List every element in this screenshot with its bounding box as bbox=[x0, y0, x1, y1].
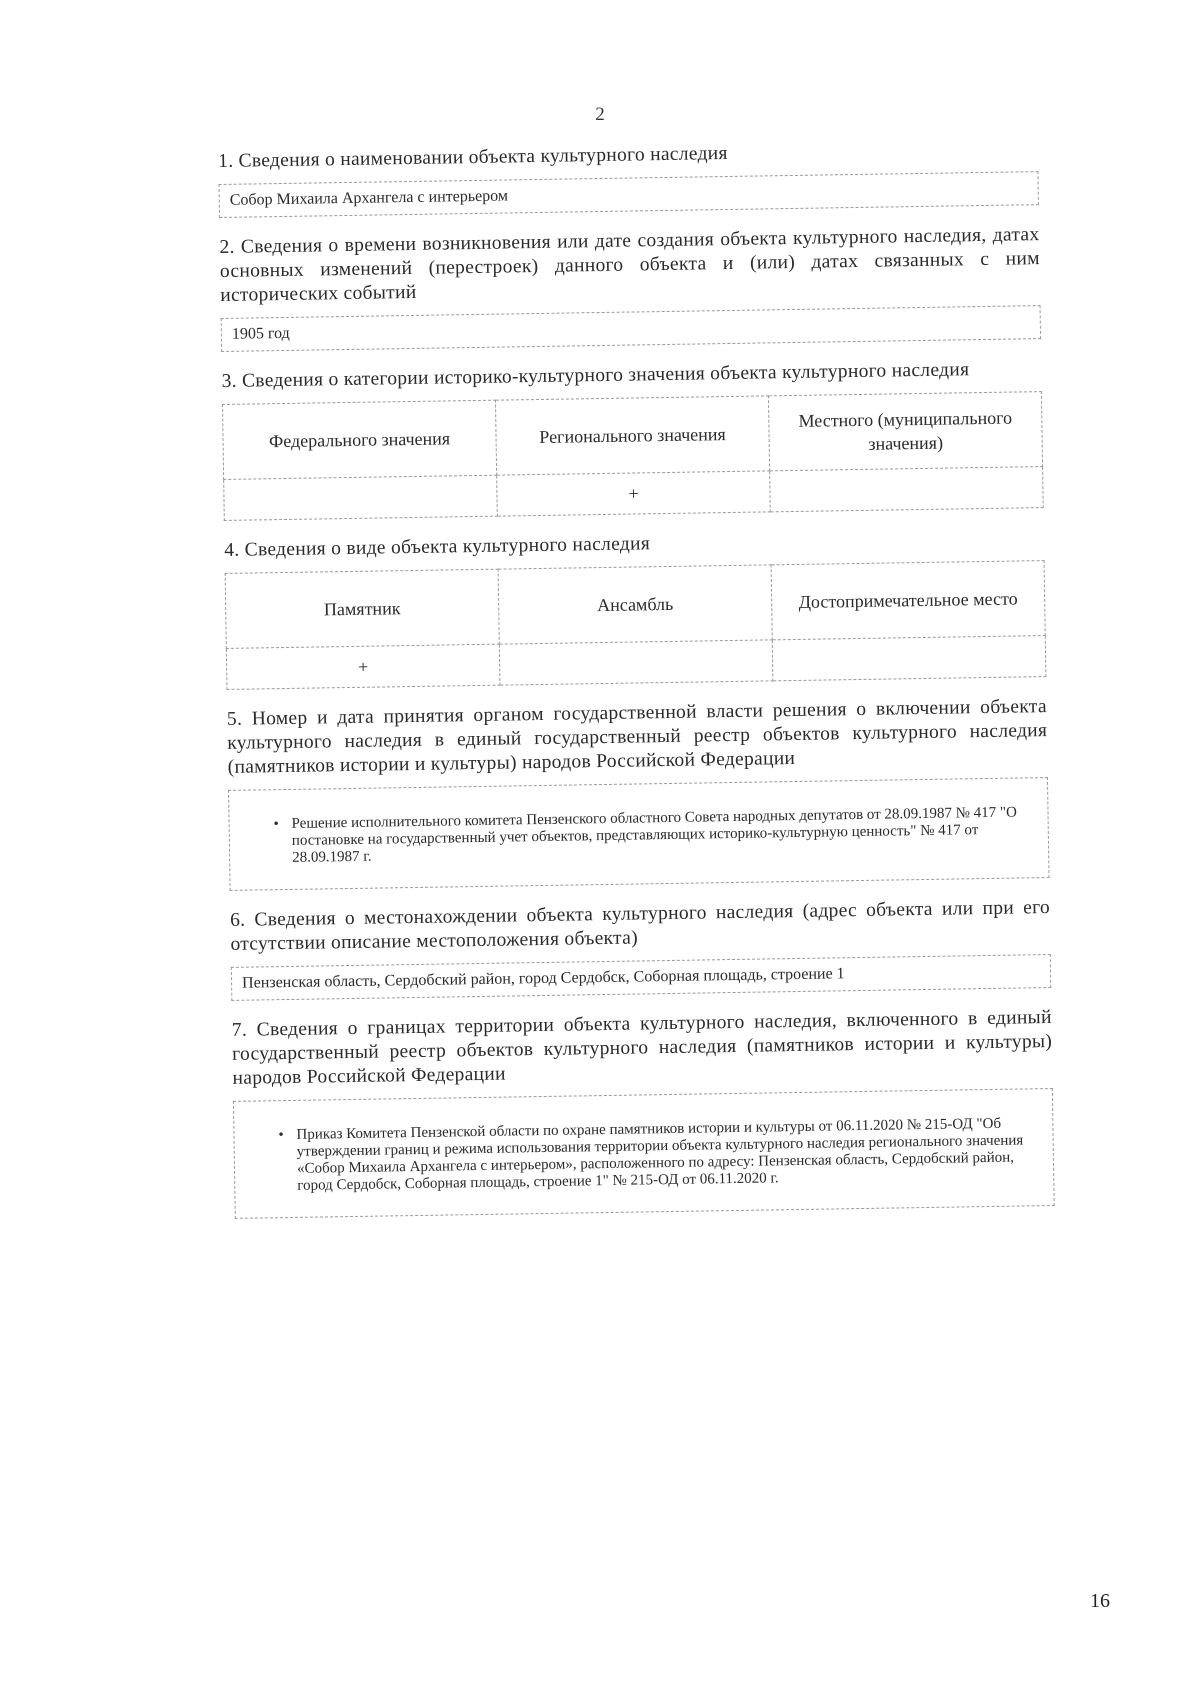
section-4-heading: 4. Сведения о виде объекта культурного наследия bbox=[224, 533, 651, 561]
category-header-regional: Регионального значения bbox=[495, 396, 769, 475]
list-item bbox=[273, 804, 1028, 867]
list-item bbox=[278, 1115, 1033, 1195]
type-table bbox=[225, 560, 1047, 690]
category-value-regional: + bbox=[497, 471, 771, 516]
page-number-top: 2 bbox=[595, 104, 605, 125]
page-number-bottom: 16 bbox=[1090, 1590, 1110, 1612]
section-7-heading: 7. Сведения о границах территории объекта культурного наследия, включенного в единый государственный реестр объектов культурного наследия (памятников истории и культуры) народов Российской Федерации bbox=[231, 1007, 1053, 1089]
category-value-local bbox=[770, 467, 1044, 512]
category-value-federal bbox=[224, 475, 498, 520]
section-2-value: 1905 год bbox=[221, 305, 1041, 352]
section-3-heading: 3. Сведения о категории историко-культурного значения объекта культурного наследия bbox=[221, 359, 970, 392]
section-5-item-text: Решение исполнительного комитета Пензенского областного Совета народных депутатов от 28.09.1987 № 417 "О постановке на государственный учет объектов, представляющих историко-культурную ценность" № 417 от 28.09.1987 г. bbox=[291, 804, 1018, 866]
section-6-heading: 6. Сведения о местонахождении объекта культурного наследия (адрес объекта или при его отсутствии описание местоположения объекта) bbox=[229, 897, 1051, 955]
section-1-heading: 1. Сведения о наименовании объекта культурного наследия bbox=[218, 142, 728, 172]
section-2-heading: 2. Сведения о времени возникновения или дате создания объекта культурного наследия, датах основных изменений (перестроек) данного объекта и (или) датах связанных с ним исторических событий bbox=[219, 224, 1040, 306]
type-value-ensemble bbox=[499, 640, 773, 685]
type-header-landmark: Достопримечательное место bbox=[771, 561, 1045, 640]
section-5-heading: 5. Номер и дата принятия органом государственной власти решения о включении объекта культурного наследия в единый государственный реестр объектов культурного наследия (памятников истории и культуры) народов Российской Федерации bbox=[226, 696, 1048, 778]
category-header-federal: Федерального значения bbox=[222, 400, 496, 479]
type-value-monument: + bbox=[226, 644, 500, 689]
section-7-item-text: Приказ Комитета Пензенской области по охране памятников истории и культуры от 06.11.2020 № 215-ОД "Об утверждении границ и режима использования территории объекта культурного наследия регионального значения «Собор Михаила Архангела с интерьером», расположенного по адресу: Пензенская область, Сердобский район, город Сердобск, Соборная площадь, строение 1" № 215-ОД от 06.11.2020 г. bbox=[296, 1115, 1024, 1194]
section-7-list bbox=[233, 1088, 1055, 1219]
category-header-local: Местного (муниципального значения) bbox=[768, 392, 1042, 471]
type-header-monument: Памятник bbox=[225, 569, 499, 648]
section-6-value: Пензенская область, Сердобский район, город Сердобск, Соборная площадь, строение 1 bbox=[231, 954, 1051, 1001]
bullet-icon: • bbox=[273, 816, 279, 833]
bullet-icon: • bbox=[278, 1127, 284, 1144]
type-value-landmark bbox=[772, 636, 1046, 681]
section-1-value: Собор Михаила Архангела с интерьером bbox=[219, 171, 1039, 218]
category-table bbox=[222, 391, 1044, 521]
section-5-list bbox=[228, 777, 1049, 891]
document-content bbox=[218, 137, 1055, 1237]
type-header-ensemble: Ансамбль bbox=[498, 565, 772, 644]
